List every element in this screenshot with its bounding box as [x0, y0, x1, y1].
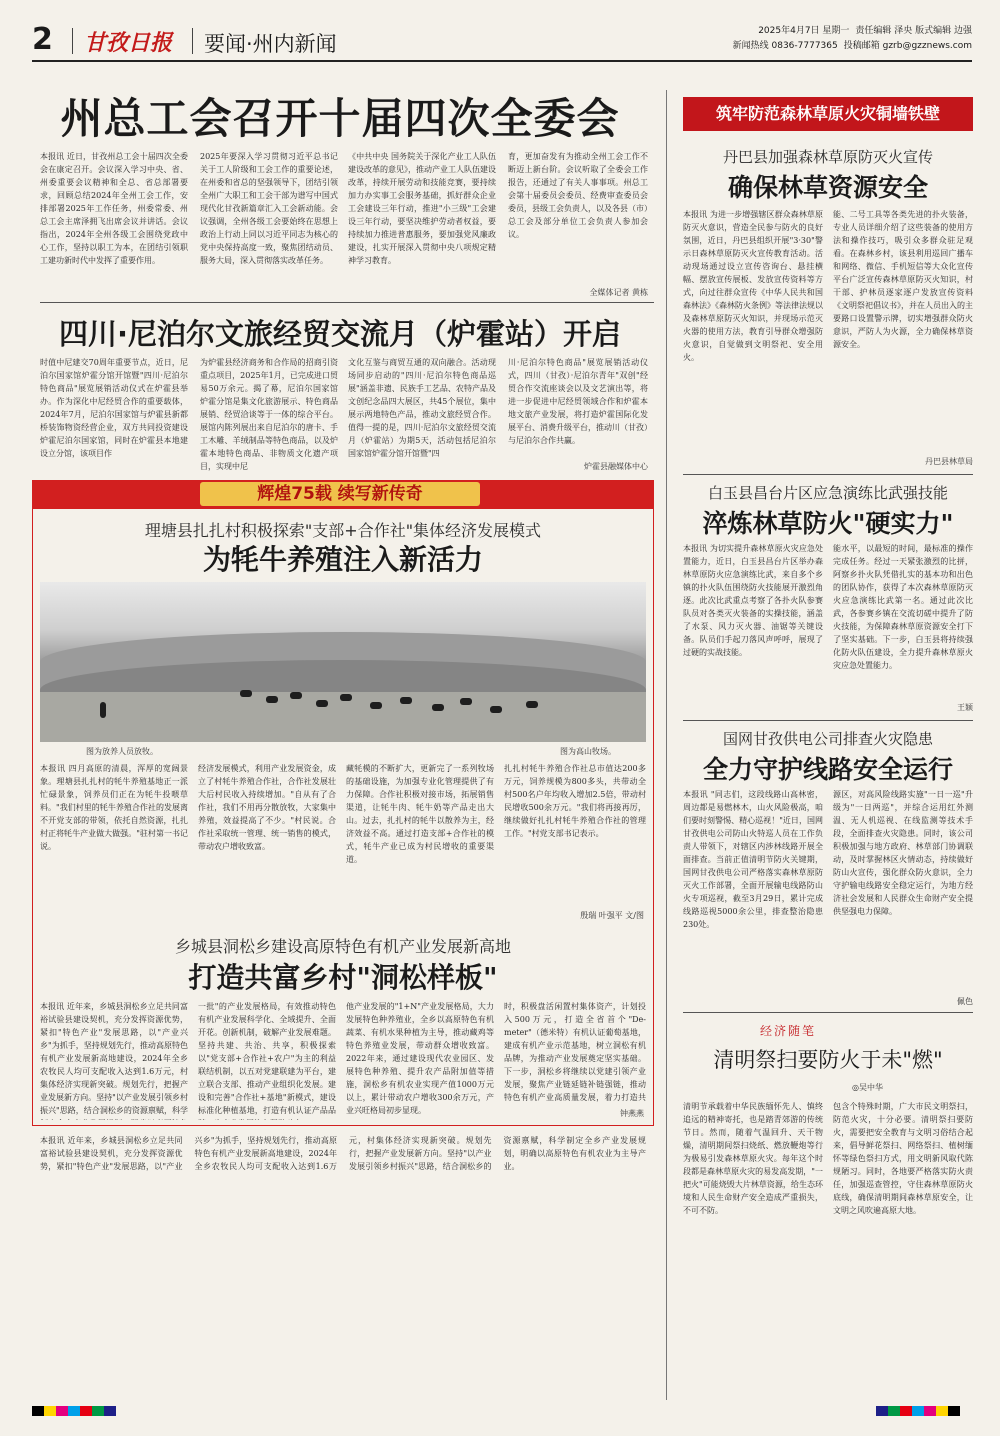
- page-number: 2: [32, 22, 53, 57]
- article-body: 他产业发展的"1+N"产业发展格局，大力发展特色种养殖业，全乡以高原特色有机蔬菜、有机水果种植为主导，推动藏鸡等特色养殖业发展，带动群众增收致富。2022年来，通过建设现代农业园区、发展特色种养殖、提升农产品附加值等措施，洞松乡有机农业实现产值1000万元以上，累计带动农户增收300余万元，产业兴旺格局初步显现。: [346, 1002, 494, 1115]
- article-body: 川·尼泊尔特色商品"展览展销活动仪式，四川（甘孜）·尼泊尔青年"双创"经贸合作交流座谈会以及文艺演出等，将进一步促进中尼经贸领域合作和炉霍本地文旅产业发展，将打造炉霍国际化发展平台、消费升级平台，推动川（甘孜）与尼泊尔合作共赢。: [508, 358, 648, 445]
- yak-figure: [400, 697, 412, 704]
- article-body: 扎扎村牦牛养殖合作社总市值达200多万元，饲养规模为800多头，共带动全村500名户年均收入增加2.5倍，带动村民增收500余万元。"我们将再接再厉，继续做好扎扎村牦牛养殖合作社的管理工作。"村党支部书记表示。: [504, 764, 646, 838]
- print-color-bar: [876, 1406, 960, 1416]
- divider: [683, 720, 973, 721]
- divider: [683, 1012, 973, 1013]
- article-body: 一批"的产业发展格局，有效推动特色有机产业发展科学化、全域提升、全面开花。创新机制，破解产业发展难题。坚持共建、共治、共享，积极探索以"党支部+合作社+农户"为主的利益联结机制，以五对党建联建为平台，建立联合支部、推动产业组织化发展。建设和完善"合作社+基地"新模式，建设标准化种植基地，打造有机认证产品品: [198, 1002, 336, 1115]
- yak-figure: [316, 700, 328, 707]
- herder-figure: [100, 702, 106, 718]
- article-body: 能水平，以最短的时间，最标准的操作完成任务。经过一天紧张激烈的比拼，阿察乡扑火队凭借扎实的基本功和出色的团队协作，获得了本次森林草原防灭火应急演练比武第一名。通过此次比武，各参赛乡镇在交流切磋中提升了防火技能，为保障森林草原资源安全打下了坚实基础。下一步，白玉县将持续强化防火队伍建设，全力提升森林草原火灾应急处置能力。: [833, 544, 973, 670]
- byline: 钟燕燕: [620, 1109, 644, 1118]
- yak-figure: [370, 702, 382, 709]
- masthead: [32, 20, 972, 62]
- article-body: 本报讯 "同志们，这段线路山高林密，周边都是易燃林木，山火风险极高，咱们要时刻警惕、精心巡视！"近日，国网甘孜供电公司防山火特巡人员在工作负责人带领下，对辖区内涉林线路开展全面排查。当前正值清明节防火关键期，国网甘孜供电公司严格落实森林草原防灭火工作部署，全面开展输电线路防山火专项巡视，截至3月29日，累计完成线路巡视5000余公里，排查整治隐患230处。: [683, 790, 823, 929]
- yak-figure: [266, 696, 278, 703]
- article-kicker: 丹巴县加强森林草原防灭火宣传: [722, 148, 933, 166]
- yak-figure: [240, 690, 252, 697]
- article-headline: 确保林草资源安全: [727, 173, 928, 202]
- article-headline: 淬炼林草防火"硬实力": [702, 509, 954, 538]
- section-title: 要闻·州内新闻: [204, 32, 337, 56]
- news-hotline: 新闻热线 0836-7777365: [732, 41, 838, 51]
- article-body: 为炉霍县经济商务和合作局的招商引资重点项目，2025年1月，已完成进口贸易50万余元。揭了幕，尼泊尔国家馆炉霍分馆是集文化旅游展示、特色商品展销、经贸洽谈等于一体的综合平台。展馆内陈列展出来自尼泊尔的唐卡、手工木雕、羊绒制品等特色商品，以及炉霍本地特色商品、非物质文化遗产项目，实现中尼: [200, 358, 338, 471]
- yak-figure: [432, 704, 444, 711]
- submission-email[interactable]: 投稿邮箱 gzrb@gzznews.com: [843, 41, 972, 51]
- article-body: 文化互鉴与商贸互通的双向融合。活动现场同步启动的"四川·尼泊尔特色商品巡展"涵盖非遗、民族手工艺品、农特产品及文创纪念品四大展区，共45个展位，集中展示两地特色产品，推动文旅经贸合作。值得一提的是，四川·尼泊尔文旅经贸交流月（炉霍站）为期5天，活动包括尼泊尔国家馆炉霍分馆开馆暨"四: [348, 358, 496, 458]
- yak-figure: [526, 701, 538, 708]
- article-body: 2025年要深入学习贯彻习近平总书记关于工人阶级和工会工作的重要论述，在州委和省总的坚强领导下，团结引领全州广大职工和工会干部为谱写中国式现代化甘孜新篇章汇入工会新动能。会议强调，全州各级工会要始终在思想上政治上行动上同以习近平同志为核心的党中央保持高度一致，聚焦团结动员、服务大局，深入贯彻落实改革任务。: [200, 152, 338, 265]
- column-label: 经济随笔: [760, 1024, 817, 1038]
- essay-headline: 清明祭扫要防火于未"燃": [713, 1048, 943, 1072]
- article-body: 包含个特殊时期，广大市民文明祭扫，防范火灾，十分必要。清明祭扫要防火，需要把安全教育与文明习俗结合起来，倡导鲜花祭扫、网络祭扫、植树缅怀等绿色祭扫方式，用文明新风取代陈规陋习。同时，各地要严格落实防火责任，加强巡查管控，守住森林草原防火底线，确保清明期间森林草原安全，让文明之风吹遍高原大地。: [833, 1102, 973, 1215]
- divider: [40, 302, 654, 303]
- editor-line: 责任编辑 泽央 版式编辑 边强: [855, 26, 972, 36]
- divider: [683, 474, 973, 475]
- yak-figure: [490, 706, 502, 713]
- article-body: 本报讯 为切实提升森林草原火灾应急处置能力，近日，白玉县昌台片区举办森林草原防火应急演练比武，来自多个乡镇的扑火队伍围绕防火技能展开激烈角逐。此次比武重点考察了各扑火队参赛队员对各类灭火装备的实操技能，涵盖了水泵、风力灭火器、油锯等关键设备。队员们手起刀落风声呼呼，展现了过硬的实战技能。: [683, 544, 823, 657]
- divider: [192, 28, 193, 54]
- article-body: 经济发展模式，利用产业发展资金，成立了村牦牛养殖合作社，合作社发展壮大后村民收入持续增加。"自从有了合作社，我们不用再分散放牧，大家集中养殖，效益提高了不少。"村民说。合作社采取统一管理、统一销售的模式，带动农户增收致富。: [198, 764, 336, 851]
- yak-figure: [290, 692, 302, 699]
- article-body: 本报讯 近日，甘孜州总工会十届四次全委会在康定召开。会议深入学习中央、省、州委重要会议精神和全总、省总部署要求，回顾总结2024年全州工会工作，安排部署2025年工作任务，州委常委、州总工会主席泽拥飞出席会议并讲话。会议指出，2024年全州各级工会围绕党政中心工作，坚持以职工为本，在团结引领职工建功新时代中发挥了重要作用。: [40, 152, 188, 265]
- article-body: 清明节承载着中华民族缅怀先人、慎终追远的精神寄托，也是踏青郊游的传统节日。然而，随着气温回升、天干物燥，清明期间祭扫烧纸、燃放鞭炮等行为极易引发森林草原火灾。每年这个时段都是森林草原火灾的易发高发期，"一把火"可能烧毁大片林草资源，给生态环境和人民生命财产安全造成严重损失，不可不防。: [683, 1102, 823, 1215]
- byline: 殷瑞 叶强平 文/图: [580, 911, 644, 920]
- feature-band-title: 辉煌75载 续写新传奇: [200, 482, 480, 506]
- yak-figure: [460, 698, 472, 705]
- article-body: 源区，对高风险线路实施"一日一巡"升级为"一日两巡"，并综合运用红外测温、无人机巡视、在线监测等技术手段，全面排查火灾隐患。同时，该公司积极加强与地方政府、林草部门协调联动，及时掌握林区火情动态，持续做好防山火宣传，强化群众防火意识，全力守护输电线路安全稳定运行，为地方经济社会发展和人民群众生命财产安全提供坚强电力保障。: [833, 790, 973, 916]
- article-headline: 全力守护线路安全运行: [702, 755, 953, 784]
- byline: 全媒体记者 黄栋: [589, 288, 648, 297]
- yak-pasture-photo: [40, 582, 646, 742]
- article-body: 能、二号工具等各类先进的扑火装备，专业人员详细介绍了这些装备的使用方法和操作技巧，吸引众多群众驻足观看。在森林乡村，该县利用巡回广播车和网络、微信、手机短信等大众化宣传平台广泛宣传森林草原防灭火知识，村干部、护林员逐家逐户发放宣传资料《文明祭祀倡议书》，并在人员出入的主要路口设置警示牌，切实增强群众防火意识，严防人为火源，全力确保林草资源安全。: [833, 210, 973, 349]
- print-color-bar: [32, 1406, 116, 1416]
- article-kicker: 白玉县昌台片区应急演练比武强技能: [707, 484, 948, 502]
- article-kicker: 乡城县洞松乡建设高原特色有机产业发展新高地: [174, 937, 511, 956]
- article-headline: 四川·尼泊尔文旅经贸交流月（炉霍站）开启: [58, 317, 622, 351]
- article-body: 藏牦模的不断扩大，更新完了一系列牧场的基础设施，为加强专业化管理提供了有力保障。合作社积极对接市场，拓展销售渠道，让牦牛肉、牦牛奶等产品走出大山。过去，扎扎村的牦牛以散养为主，经济效益不高。通过打造支部+合作社的模式，牦牛产业已成为村民增收的重要渠道。: [346, 764, 494, 864]
- article-body: 《中共中央 国务院关于深化产业工人队伍建设改革的意见》，推动产业工人队伍建设改革，持续开展劳动和技能竞赛，要持续加力办实事工会服务基础，抓好群众企业工会建设三年行动，推进"小三级"工会建设三年行动，要坚决维护劳动者权益，要持续加力推进普惠服务，要加强党风廉政建设，扎实开展深入贯彻中央八项规定精神学习教育。: [348, 152, 496, 265]
- byline: 炉霍县融媒体中心: [584, 462, 648, 471]
- photo-caption: 图为高山牧场。: [560, 747, 616, 756]
- article-body: 本报讯 为进一步增强辖区群众森林草原防灭火意识，营造全民参与防火的良好氛围，近日，丹巴县组织开展"3·30"警示日森林草原防灭火宣传教育活动。活动现场通过设立宣传咨询台、悬挂横幅、摆放宣传展板、发放宣传资料等方式，向过往群众宣传《中华人民共和国森林法》《森林防火条例》等法律法规以及森林草原防灭火知识，并现场示范灭火器的使用方法，教育引导群众增强防火意识，自觉做到文明祭祀、安全用火。: [683, 210, 823, 362]
- photo-caption: 图为放养人员放牧。: [86, 747, 158, 756]
- article-body: 时值中尼建交70周年重要节点，近日，尼泊尔国家馆炉霍分馆开馆暨"四川·尼泊尔特色商品"展览展销活动仪式在炉霍县举办。作为深化中尼经贸合作的重要载体，2024年7月，尼泊尔国家馆与炉霍县新都桥装饰物资经营企业，双方共同投资建设炉霍尼泊尔国家馆，同时在炉霍县本地建设立分馆，该项目作: [40, 358, 188, 458]
- article-body: 本报讯 近年来，乡城县洞松乡立足共同富裕试验县建设契机，充分发挥资源优势，紧扣"特色产业"发展思路，以"产业兴乡"为抓手，坚持规划先行，推动高原特色有机产业发展新高地建设，2024年全乡农牧民人均可支配收入达到1.6万元，村集体经济实现新突破。规划先行，把握产业发展新方向。坚持"以产业发展引领乡村振兴"思路，结合洞松乡的资源禀赋，科学制定全乡产业发展规划，明确以高原特色有机农业为主导产业。: [40, 1136, 646, 1171]
- article-headline: 打造共富乡村"洞松样板": [188, 961, 498, 994]
- article-headline: 为牦牛养殖注入新活力: [202, 543, 483, 576]
- issue-date: 2025年4月7日 星期一: [758, 26, 850, 36]
- article-kicker: 理塘县扎扎村积极探索"支部+合作社"集体经济发展模式: [144, 521, 542, 540]
- article-body: 本报讯 近年来，乡城县洞松乡立足共同富裕试验县建设契机，充分发挥资源优势，紧扣"特色产业"发展思路，以"产业兴乡"为抓手，坚持规划先行，推动高原特色有机产业发展新高地建设，2024年全乡农牧民人均可支配收入达到1.6万元，村集体经济实现新突破。规划先行，把握产业发展新方向。坚持"以产业发展引领乡村振兴"思路，结合洞松乡的资源禀赋，科学: [40, 1002, 188, 1115]
- column-divider: [666, 90, 667, 1400]
- divider: [72, 28, 73, 54]
- yak-figure: [340, 694, 352, 701]
- article-body: 时，积极盘活闲置村集体资产，计划投入500万元，打造全省首个"De-meter"（德米特）有机认证葡萄基地，建成有机产业示范基地，树立洞松有机品牌，为推动产业发展奠定坚实基础。下一步，洞松乡将继续以党建引领产业发展，聚焦产业链延链补链强链，推动特色有机产业高质量发展，着力打造共: [504, 1002, 646, 1102]
- article-body: 本报讯 四月高原的清晨，浑厚的宽阔景象。理塘县扎扎村的牦牛养殖基地正一派忙碌景象，饲养员们正在为牦牛投喂草料。"我们村里的牦牛养殖合作社的发展离不开党支部的带领，依托自然资源，扎扎村正将牦牛产业做大做强。"驻村第一书记说。: [40, 764, 188, 851]
- essay-author: ◎吴中华: [852, 1083, 883, 1092]
- byline: 王颖: [957, 703, 973, 712]
- right-banner: 筑牢防范森林草原火灾铜墙铁壁: [683, 97, 973, 131]
- newspaper-logo: 甘孜日报: [84, 30, 173, 56]
- issue-meta: [552, 24, 972, 54]
- article-kicker: 国网甘孜供电公司排查火灾隐患: [722, 730, 933, 748]
- byline: 丹巴县林草局: [925, 457, 973, 466]
- article-body: 育，更加奋发有为推动全州工会工作不断迈上新台阶。会议听取了全委会工作报告，还通过了有关人事事项。州总工会第十届委员会委员、经费审查委员会委员，县级工会负责人，以及各县（市）总工会及部分单位工会负责人参加会议。: [508, 152, 648, 239]
- byline: 佩色: [957, 997, 973, 1006]
- article-headline: 州总工会召开十届四次全委会: [60, 94, 620, 143]
